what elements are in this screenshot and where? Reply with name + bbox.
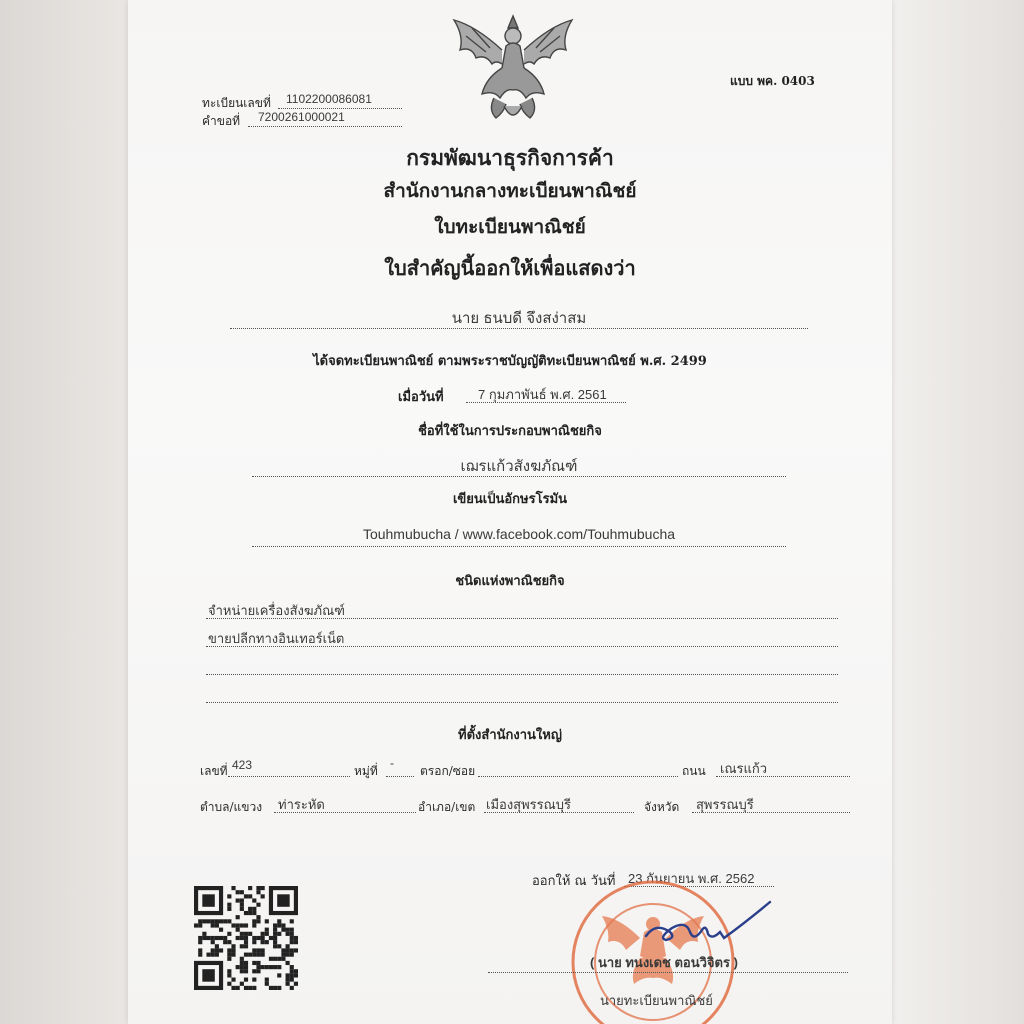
signatory-name: ( นาย ทนงเดช ตอนวิจิตร ): [590, 955, 738, 970]
moo-label: หมู่ที่: [354, 764, 378, 778]
business-type-line-3: [206, 674, 838, 675]
province-label: จังหวัด: [644, 800, 680, 814]
certificate-statement: ใบสำคัญนี้ออกให้เพื่อแสดงว่า: [384, 256, 636, 280]
registration-number-line: [278, 108, 402, 109]
registration-certificate: [128, 0, 892, 1024]
department-title: กรมพัฒนาธุรกิจการค้า: [406, 145, 614, 170]
business-type-item-1: จำหน่ายเครื่องสังฆภัณฑ์: [208, 603, 345, 618]
issued-date-label: ออกให้ ณ วันที่: [532, 874, 616, 889]
business-type-item-2: ขายปลีกทางอินเทอร์เน็ต: [208, 631, 345, 646]
moo-line: [386, 776, 414, 777]
owner-name: นาย ธนบดี จึงสง่าสม: [451, 310, 587, 327]
soi-label: ตรอก/ซอย: [420, 764, 476, 778]
house-number-value: 423: [232, 758, 253, 772]
district-value: เมืองสุพรรณบุรี: [486, 797, 571, 812]
registration-number-value: 1102200086081: [286, 92, 372, 106]
registration-number-label: ทะเบียนเลขที่: [202, 96, 271, 110]
office-title: สำนักงานกลางทะเบียนพาณิชย์: [383, 180, 637, 202]
background-right: [889, 0, 1024, 1024]
signatory-title: นายทะเบียนพาณิชย์: [600, 993, 713, 1008]
road-label: ถนน: [682, 764, 706, 778]
request-number-label: คำขอที่: [202, 114, 241, 128]
request-number-value: 7200261000021: [258, 110, 345, 124]
signature: [636, 892, 776, 952]
business-name-label: ชื่อที่ใช้ในการประกอบพาณิชยกิจ: [418, 424, 602, 439]
business-type-label: ชนิดแห่งพาณิชยกิจ: [455, 574, 565, 589]
law-statement: ได้จดทะเบียนพาณิชย์ ตามพระราชบัญญัติทะเบียนพาณิชย์ พ.ศ. 2499: [313, 354, 707, 369]
address-heading: ที่ตั้งสำนักงานใหญ่: [458, 728, 562, 743]
business-name-value: เฌรแก้วสังฆภัณฑ์: [460, 458, 578, 475]
house-number-line: [228, 776, 350, 777]
roman-name-label: เขียนเป็นอักษรโรมัน: [452, 492, 568, 507]
certificate-title: ใบทะเบียนพาณิชย์: [434, 216, 586, 238]
house-number-label: เลขที่: [200, 764, 228, 778]
roman-name-line: [252, 546, 786, 547]
soi-line: [478, 776, 678, 777]
province-value: สุพรรณบุรี: [696, 797, 754, 812]
qr-code: [194, 886, 298, 990]
registered-date-label: เมื่อวันที่: [398, 390, 444, 405]
moo-value: -: [390, 756, 394, 770]
request-number-line: [248, 126, 402, 127]
road-value: เณรแก้ว: [720, 761, 768, 776]
subdistrict-label: ตำบล/แขวง: [200, 800, 263, 814]
issued-date-value: 23 กันยายน พ.ศ. 2562: [628, 871, 755, 886]
form-code: แบบ พค. 0403: [730, 74, 815, 88]
registered-date-value: 7 กุมภาพันธ์ พ.ศ. 2561: [478, 387, 607, 402]
roman-name-value: Touhmubucha / www.facebook.com/Touhmubucha: [362, 526, 676, 542]
district-label: อำเภอ/เขต: [418, 800, 476, 814]
background-left: [0, 0, 128, 1024]
subdistrict-value: ท่าระหัด: [278, 797, 325, 812]
business-type-line-4: [206, 702, 838, 703]
garuda-emblem: [446, 6, 580, 128]
